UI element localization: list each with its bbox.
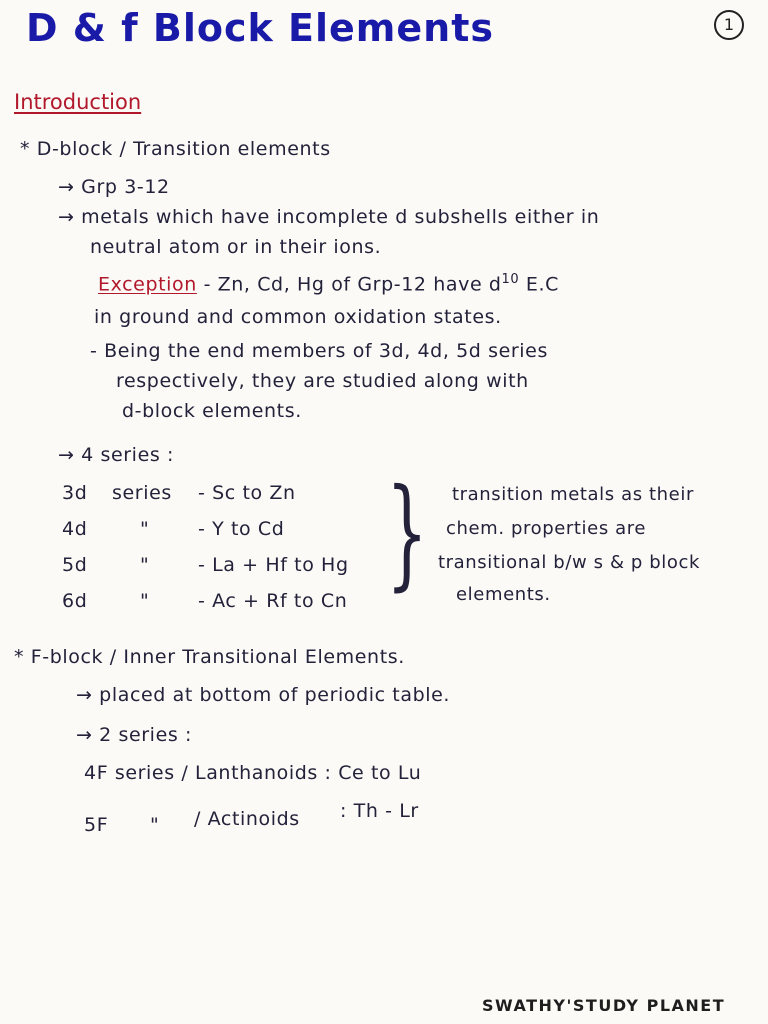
fblock-actinoids-ditto: " — [150, 814, 160, 836]
footer-signature: SWATHY'STUDY PLANET — [482, 996, 726, 1015]
series-note-line: transition metals as their — [452, 484, 694, 505]
series-intro: → 4 series : — [58, 444, 174, 466]
exception-text: - Zn, Cd, Hg of Grp-12 have d — [203, 273, 502, 296]
series-row-name: 6d — [62, 590, 88, 612]
fblock-lanthanoids-line: 4F series / Lanthanoids : Ce to Lu — [84, 762, 422, 784]
series-row-ditto: " — [140, 590, 150, 612]
exception-line — [98, 272, 559, 295]
dblock-metals-line-2: neutral atom or in their ions. — [90, 236, 382, 258]
fblock-actinoids-label: / Actinoids — [194, 808, 300, 830]
dblock-metals-line-1: → metals which have incomplete d subshells either in — [58, 206, 600, 228]
series-row-range: - Ac + Rf to Cn — [198, 590, 348, 612]
page-number-badge: 1 — [714, 10, 744, 40]
exception-label: Exception — [98, 273, 197, 296]
series-row-range: - La + Hf to Hg — [198, 554, 349, 576]
series-row-ditto: " — [140, 518, 150, 540]
dblock-group-line: → Grp 3-12 — [58, 176, 170, 198]
series-note-line: transitional b/w s & p block — [438, 552, 701, 573]
fblock-series-line: → 2 series : — [76, 724, 192, 746]
series-row-range: - Sc to Zn — [198, 482, 296, 504]
dblock-heading: * D-block / Transition elements — [20, 138, 331, 160]
being-line-1: - Being the end members of 3d, 4d, 5d series — [90, 340, 548, 362]
series-note-line: chem. properties are — [446, 518, 647, 539]
intro-heading: Introduction — [14, 90, 142, 114]
being-line-3: d-block elements. — [122, 400, 302, 422]
series-row-name: 4d — [62, 518, 88, 540]
exception-line-2: in ground and common oxidation states. — [94, 306, 502, 328]
series-row-ditto: " — [140, 554, 150, 576]
fblock-heading: * F-block / Inner Transitional Elements. — [14, 646, 405, 668]
series-row-ditto: series — [112, 482, 172, 504]
fblock-actinoids-range: : Th - Lr — [340, 800, 419, 822]
series-note-line: elements. — [456, 584, 551, 605]
series-row-name: 5d — [62, 554, 88, 576]
fblock-actinoids-name: 5F — [84, 814, 109, 836]
page-title: D & f Block Elements — [26, 6, 494, 50]
being-line-2: respectively, they are studied along with — [116, 370, 529, 392]
exception-text-end: E.C — [525, 273, 560, 296]
exception-superscript: 10 — [501, 272, 520, 287]
series-row-range: - Y to Cd — [198, 518, 285, 540]
series-row-name: 3d — [62, 482, 88, 504]
curly-brace-icon: } — [386, 464, 428, 603]
fblock-placed-line: → placed at bottom of periodic table. — [76, 684, 451, 706]
